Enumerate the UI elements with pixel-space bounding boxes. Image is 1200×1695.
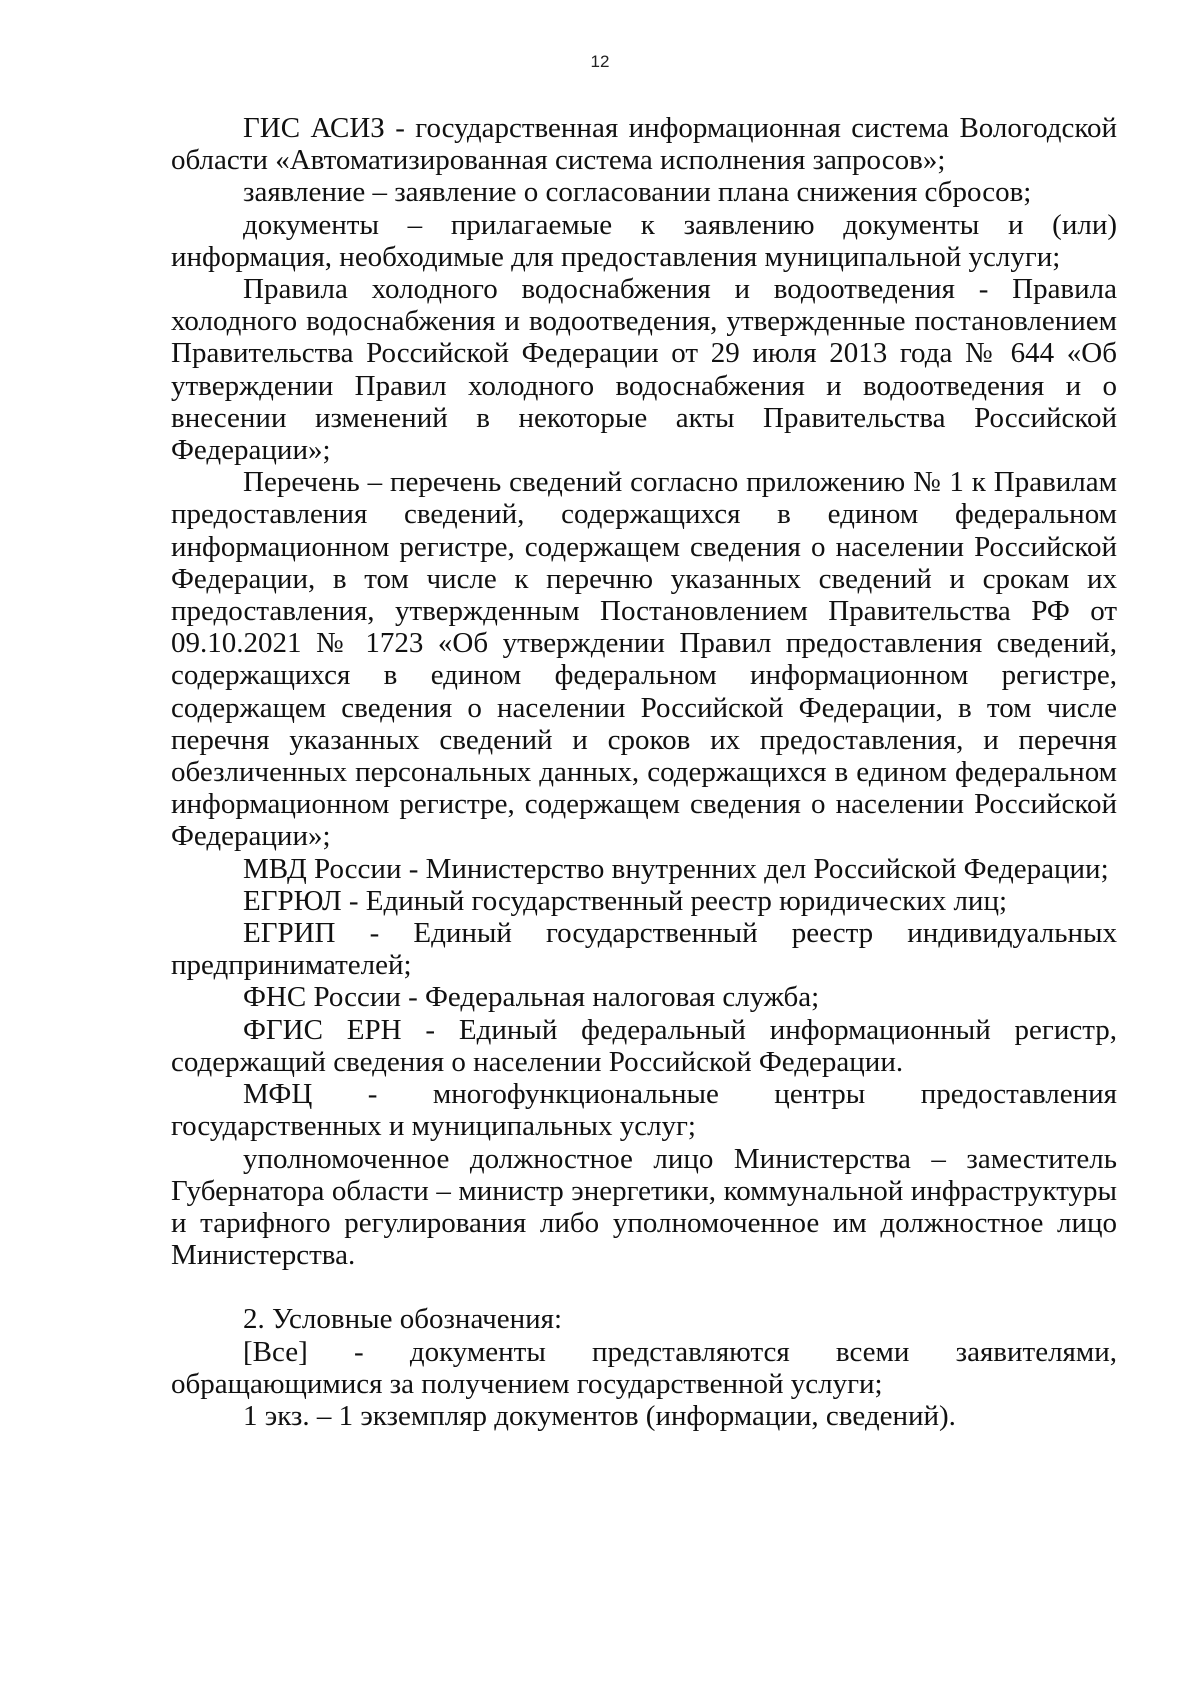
section-heading: 2. Условные обозначения: [243,1303,563,1336]
definition-mvd: МВД России - Министерство внутренних дел Российской Федерации; [243,852,1109,885]
definition-pravila: Правила холодного водоснабжения и водоотведения - Правила холодного водоснабжения и водоотведения, утвержденные постановлением Правительства Российской Федерации от 29 июля 2013 года № 644 «Об утверждении Правил холодного водоснабжения и водоотведения и о внесении изменений в некоторые акты Правительства Российской Федерации»; [171,273,1117,467]
definition-fgis-ern: ФГИС ЕРН - Единый федеральный информационный регистр, содержащий сведения о населении Российской Федерации. [171,1013,1117,1078]
definition-fns: ФНС России - Федеральная налоговая служба; [243,981,820,1014]
definition-gis-asiz: ГИС АСИЗ - государственная информационная система Вологодской области «Автоматизированная система исполнения запросов»; [171,112,1117,177]
notation-ekz: 1 экз. – 1 экземпляр документов (информации, сведений). [243,1399,956,1432]
definition-egrip: ЕГРИП - Единый государственный реестр индивидуальных предпринимателей; [171,917,1117,982]
definition-dokumenty: документы – прилагаемые к заявлению документы и (или) информация, необходимые для предоставления муниципальной услуги; [171,208,1117,273]
section-spacer [171,1271,1117,1303]
page-number: 12 [590,52,610,71]
definition-mfc: МФЦ - многофункциональные центры предоставления государственных и муниципальных услуг; [171,1078,1117,1143]
notation-vse: [Все] - документы представляются всеми заявителями, обращающимися за получением государственной услуги; [171,1335,1117,1400]
definition-perechen: Перечень – перечень сведений согласно приложению № 1 к Правилам предоставления сведений, содержащихся в едином федеральном информационном регистре, содержащем сведения о населении Российской Федерации, в том числе к перечню указанных сведений и срокам их предоставления, утвержденным Постановлением Правительства РФ от 09.10.2021 № 1723 «Об утверждении Правил предоставления сведений, содержащихся в едином федеральном информационном регистре, содержащем сведения о населении Российской Федерации, в том числе перечня указанных сведений и сроков их предоставления, и перечня обезличенных персональных данных, содержащихся в едином федеральном информационном регистре, содержащем сведения о населении Российской Федерации»; [171,466,1117,853]
definition-zayavlenie: заявление – заявление о согласовании плана снижения сбросов; [243,176,1032,209]
definition-egryul: ЕГРЮЛ - Единый государственный реестр юридических лиц; [243,884,1008,917]
definition-upolnomochennoe-lico: уполномоченное должностное лицо Министерства – заместитель Губернатора области – министр энергетики, коммунальной инфраструктуры и тарифного регулирования либо уполномоченное им должностное лицо Министерства. [171,1142,1117,1272]
document-body [171,112,1117,1432]
